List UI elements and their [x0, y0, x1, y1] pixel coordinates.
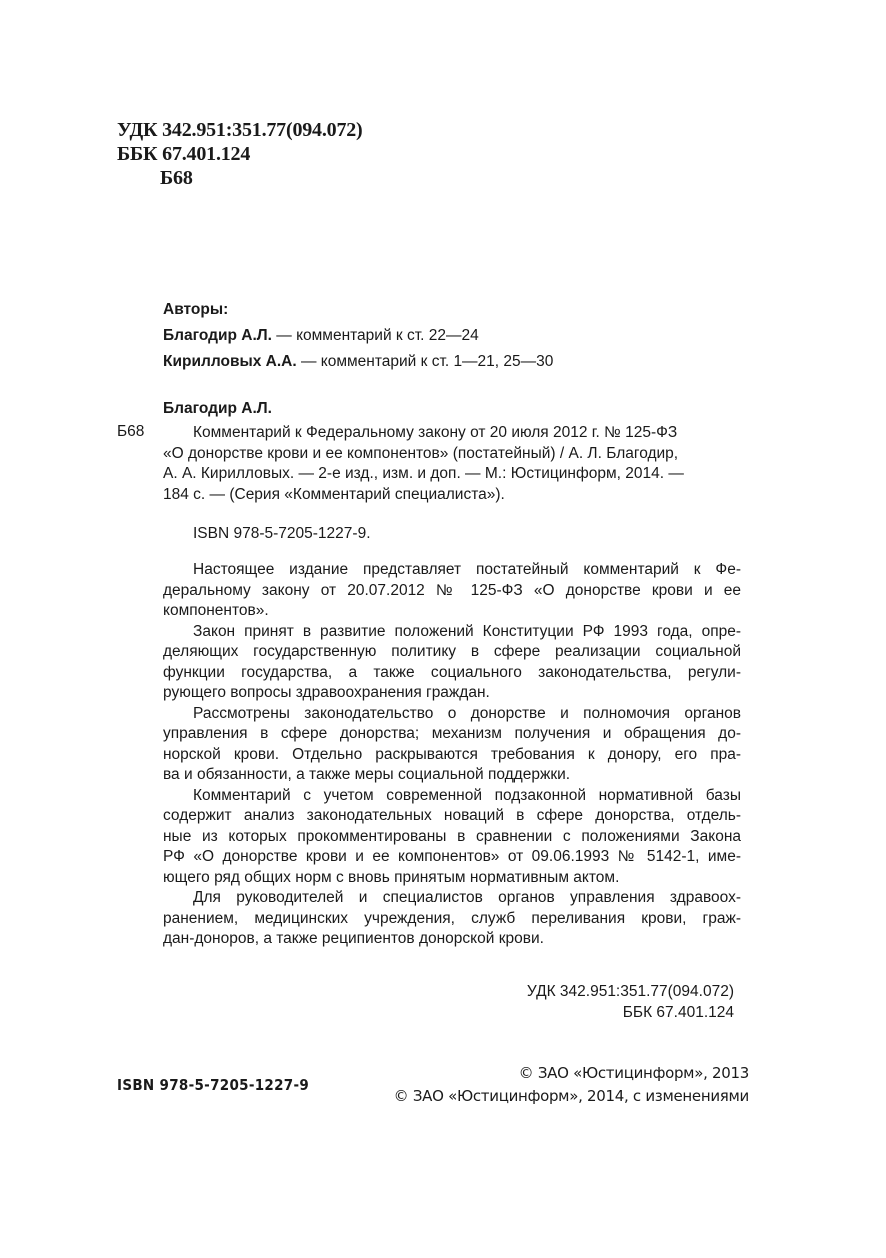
author-role: — комментарий к ст. 1—21, 25—30	[296, 353, 554, 370]
annotation-line: Закон принят в развитие положений Конституции РФ 1993 года, опре-	[193, 622, 741, 640]
bbk-code-repeat: ББК 67.401.124	[622, 1004, 734, 1021]
annotation-line: дан-доноров, а также реципиентов донорской крови.	[163, 930, 544, 947]
authors-block	[163, 297, 553, 375]
annotation-line: компонентов».	[163, 602, 269, 619]
bib-author: Благодир А.Л.	[163, 400, 272, 417]
annotation-line: Для руководителей и специалистов органов управления здравоох-	[193, 889, 741, 906]
annotation-line: ва и обязанности, а также меры социальной поддержки.	[163, 766, 571, 783]
annotation-line: деральному закону от 20.07.2012 № 125-ФЗ «О донорстве крови и ее	[163, 581, 741, 599]
author-name: Кирилловых А.А.	[163, 353, 297, 370]
annotation-line: деляющих государственную политику в сфере реализации социальной	[163, 643, 741, 660]
annotation-line: ные из которых прокомментированы в сравнении с положениями Закона	[163, 827, 741, 845]
annotation-line: Рассмотрены законодательство о донорстве и полномочия органов	[193, 704, 741, 722]
annotation-line: Настоящее издание представляет постатейный комментарий к Фе-	[193, 561, 741, 578]
author-line-1	[163, 323, 553, 349]
footer-isbn: ISBN 978-5-7205-1227-9	[117, 1076, 310, 1094]
bib-line: А. А. Кирилловых. — 2-е изд., изм. и доп. — М.: Юстицинформ, 2014. —	[163, 465, 684, 482]
bib-line: 184 с. — (Серия «Комментарий специалиста»).	[163, 485, 505, 503]
author-mark: Б68	[160, 167, 193, 189]
annotation-line: содержит анализ законодательных новаций в сфере донорства, отдель-	[163, 807, 741, 824]
bib-line: «О донорстве крови и ее компонентов» (постатейный) / А. Л. Благодир,	[163, 444, 679, 462]
annotation-line: управления в сфере донорства; механизм получения и обращения до-	[163, 725, 741, 742]
author-line-2	[163, 349, 553, 375]
bib-isbn: ISBN 978-5-7205-1227-9.	[193, 525, 371, 542]
udk-code: УДК 342.951:351.77(094.072)	[117, 119, 363, 141]
annotation	[163, 560, 741, 950]
classification-block	[527, 981, 734, 1023]
copyright-line: © ЗАО «Юстицинформ», 2014, с изменениями	[393, 1087, 749, 1105]
annotation-line: РФ «О донорстве крови и ее компонентов» от 09.06.1993 № 5142-1, име-	[163, 848, 741, 865]
copyright-block	[394, 1062, 749, 1108]
bib-code: Б68	[117, 423, 145, 440]
annotation-line: норской крови. Отдельно раскрываются требования к донору, его пра-	[163, 745, 741, 763]
author-role: — комментарий к ст. 22—24	[271, 327, 479, 344]
annotation-line: ющего ряд общих норм с вновь принятым нормативным актом.	[163, 868, 620, 886]
annotation-line: функции государства, а также социального законодательства, регули-	[163, 663, 741, 681]
authors-heading: Авторы:	[163, 301, 229, 318]
copyright-line: © ЗАО «Юстицинформ», 2013	[518, 1064, 749, 1082]
bbk-code: ББК 67.401.124	[117, 143, 251, 165]
annotation-line: рующего вопросы здравоохранения граждан.	[163, 684, 490, 701]
annotation-line: ранением, медицинских учреждения, служб переливания крови, граж-	[163, 909, 741, 927]
annotation-line: Комментарий с учетом современной подзаконной нормативной базы	[193, 786, 741, 804]
udk-code-repeat: УДК 342.951:351.77(094.072)	[526, 983, 734, 1000]
bib-description	[163, 423, 684, 505]
author-name: Благодир А.Л.	[163, 327, 272, 344]
bib-line: Комментарий к Федеральному закону от 20 июля 2012 г. № 125-ФЗ	[193, 424, 678, 441]
